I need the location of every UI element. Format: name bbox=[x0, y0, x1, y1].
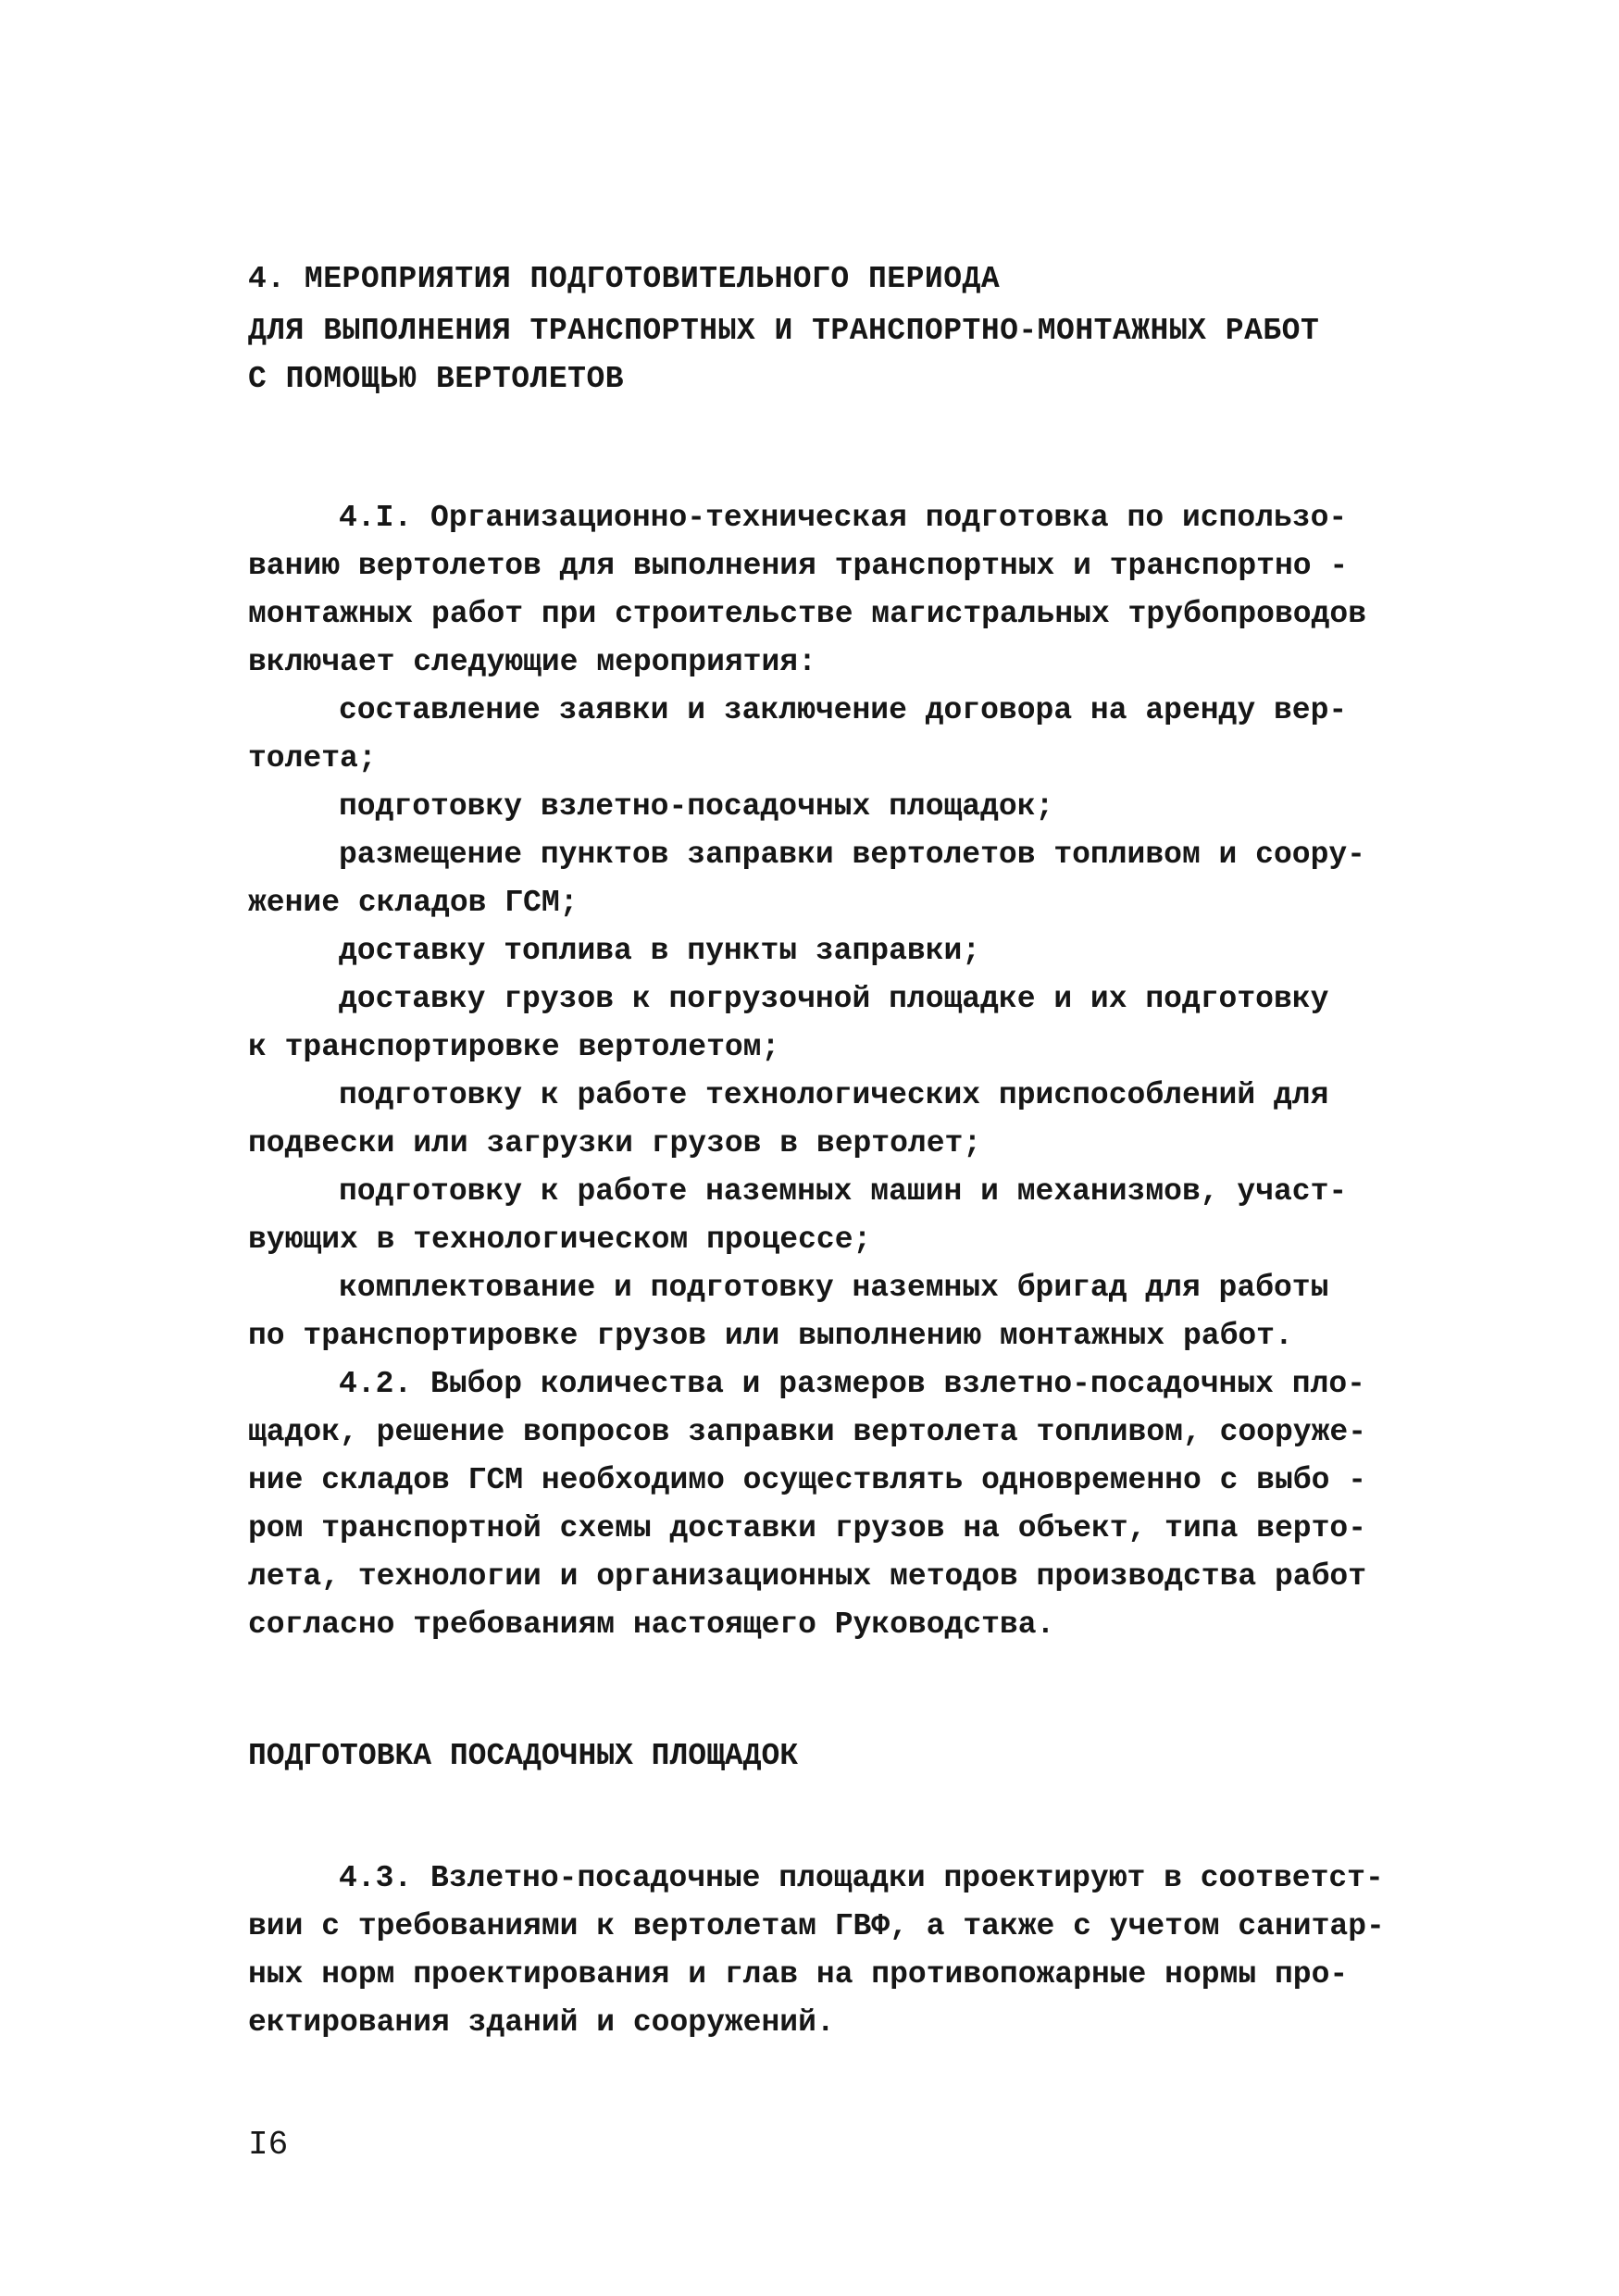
paragraph-4-3-line: ектирования зданий и сооружений. bbox=[248, 2005, 835, 2040]
paragraph-4-3-line: 4.3. Взлетно-посадочные площадки проектируют в соответст- bbox=[339, 1861, 1384, 1895]
list-item: подготовку к работе технологических приспособлений для bbox=[339, 1078, 1329, 1112]
paragraph-4-1-line: включает следующие мероприятия: bbox=[248, 645, 816, 679]
paragraph-4-1-line: монтажных работ при строительстве магистральных трубопроводов bbox=[248, 597, 1366, 631]
list-item: комплектование и подготовку наземных бригад для работы bbox=[339, 1271, 1329, 1305]
list-item: доставку топлива в пункты заправки; bbox=[339, 934, 981, 968]
section-title-line-1: 4. МЕРОПРИЯТИЯ ПОДГОТОВИТЕЛЬНОГО ПЕРИОДА bbox=[248, 262, 1001, 296]
paragraph-4-3-line: вии с требованиями к вертолетам ГВФ, а также с учетом санитар- bbox=[248, 1909, 1385, 1943]
list-item-continuation: жение складов ГСМ; bbox=[248, 886, 579, 920]
list-item-continuation: подвески или загрузки грузов в вертолет; bbox=[248, 1126, 982, 1160]
list-item-continuation: толета; bbox=[248, 741, 377, 776]
list-item: подготовку взлетно-посадочных площадок; bbox=[339, 789, 1054, 824]
paragraph-4-2-line: лета, технологии и организационных методов производства работ bbox=[248, 1559, 1366, 1594]
paragraph-4-1-line: ванию вертолетов для выполнения транспортных и транспортно - bbox=[248, 549, 1349, 583]
paragraph-4-1-line: 4.I. Организационно-техническая подготовка по использо- bbox=[339, 501, 1348, 535]
list-item-continuation: к транспортировке вертолетом; bbox=[248, 1030, 780, 1064]
list-item-continuation: по транспортировке грузов или выполнению монтажных работ. bbox=[248, 1319, 1293, 1353]
list-item-continuation: вующих в технологическом процессе; bbox=[248, 1222, 872, 1257]
list-item: подготовку к работе наземных машин и механизмов, участ- bbox=[339, 1174, 1348, 1209]
paragraph-4-2-line: ние складов ГСМ необходимо осуществлять одновременно с выбо - bbox=[248, 1463, 1366, 1497]
section-title-line-3: С ПОМОЩЬЮ ВЕРТОЛЕТОВ bbox=[248, 362, 625, 396]
page-number: I6 bbox=[248, 2126, 289, 2164]
list-item: составление заявки и заключение договора на аренду вер- bbox=[339, 693, 1348, 727]
section-title-line-2: ДЛЯ ВЫПОЛНЕНИЯ ТРАНСПОРТНЫХ И ТРАНСПОРТНО-МОНТАЖНЫХ РАБОТ bbox=[248, 314, 1320, 348]
paragraph-4-2-line: 4.2. Выбор количества и размеров взлетно-посадочных пло- bbox=[339, 1367, 1365, 1401]
paragraph-4-3-line: ных норм проектирования и глав на противопожарные нормы про- bbox=[248, 1957, 1349, 1992]
subsection-title: ПОДГОТОВКА ПОСАДОЧНЫХ ПЛОЩАДОК bbox=[248, 1739, 799, 1773]
paragraph-4-2-line: щадок, решение вопросов заправки вертолета топливом, сооруже- bbox=[248, 1415, 1366, 1449]
paragraph-4-2-line: согласно требованиям настоящего Руководства. bbox=[248, 1607, 1055, 1642]
list-item: размещение пунктов заправки вертолетов топливом и соору- bbox=[339, 838, 1365, 872]
paragraph-4-2-line: ром транспортной схемы доставки грузов на объект, типа верто- bbox=[248, 1511, 1366, 1545]
list-item: доставку грузов к погрузочной площадке и их подготовку bbox=[339, 982, 1329, 1016]
